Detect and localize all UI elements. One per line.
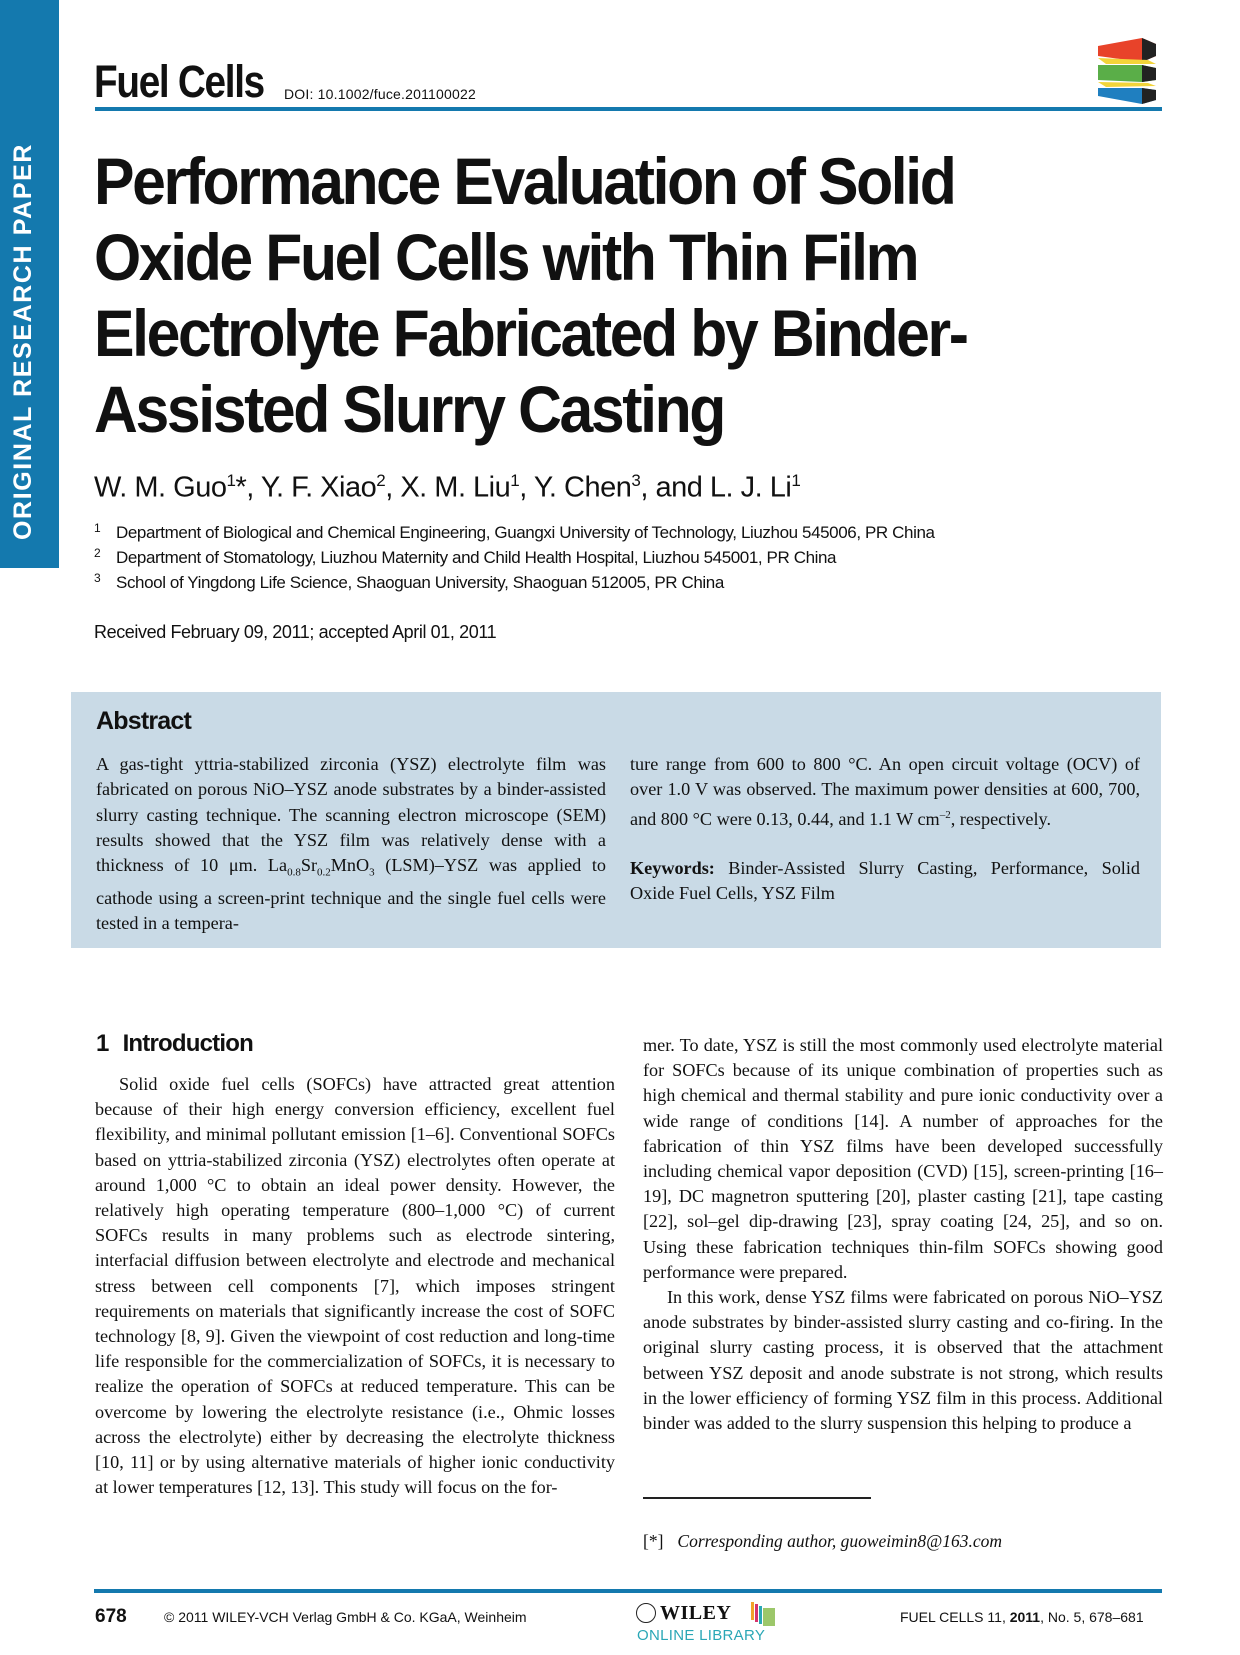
author-name: W. M. Guo bbox=[94, 471, 227, 504]
subscript: 0.2 bbox=[317, 866, 331, 879]
journal-name: Fuel Cells bbox=[94, 56, 264, 107]
doi[interactable]: DOI: 10.1002/fuce.201100022 bbox=[284, 86, 476, 102]
abstract-text: , respectively. bbox=[950, 808, 1052, 829]
affiliation-marker: 1 bbox=[226, 471, 236, 490]
superscript: –2 bbox=[939, 808, 951, 821]
affiliation-marker: 2 bbox=[376, 471, 386, 490]
subscript: 0.8 bbox=[287, 866, 301, 879]
affiliation-number: 1 bbox=[94, 521, 101, 535]
author-separator: , bbox=[385, 471, 401, 504]
abstract-text-right bbox=[630, 752, 1140, 907]
article-type-label: ORIGINAL RESEARCH PAPER bbox=[9, 142, 37, 540]
body-paragraph: mer. To date, YSZ is still the most commonly used electrolyte material for SOFCs because of its unique combination of properties such as high chemical and thermal stability and pure ionic conductivity over a wide range of conditions [14]. A number of approaches for the fabrication of thin YSZ films have been developed successfully including chemical vapor deposition (CVD) [15], screen-printing [16–19], DC magnetron sputtering [20], plaster casting [21], tape casting [22], sol–gel dip-drawing [23], spray coating [24, 25], and so on. Using these fabrication techniques thin-film SOFCs showing good performance were prepared. bbox=[643, 1035, 1163, 1282]
author-name: L. J. Li bbox=[709, 471, 792, 504]
body-paragraph: Solid oxide fuel cells (SOFCs) have attracted great attention because of their high energy conversion efficiency, excellent fuel flexibility, and minimal pollutant emission [1–6]. Conventional SOFCs based on yttria-stabilized zirconia (YSZ) electrolytes often operate at around 1,000 °C to obtain an ideal power density. However, the relatively high operating temperature (800–1,000 °C) of current SOFCs results in many problems such as electrode sintering, interfacial diffusion between electrolyte and electrode and mechanical stress between cell components [7], which imposes stringent requirements on materials that significantly increase the cost of SOFC technology [8, 9]. Given the viewpoint of cost reduction and long-time life responsible for the commercialization of SOFCs, it is necessary to realize the operation of SOFCs at reduced temperature. This can be overcome by lowering the electrolyte resistance (i.e., Ohmic losses across the electrolyte) either by decreasing the electrolyte thickness [10, 11] or by using alternative materials of higher ionic conductivity at lower temperatures [12, 13]. This study will focus on the for- bbox=[95, 1074, 615, 1498]
wiley-online-library-logo[interactable] bbox=[636, 1600, 796, 1646]
footer-rule bbox=[94, 1589, 1162, 1593]
abstract-heading: Abstract bbox=[96, 707, 192, 735]
citation-year: 2011 bbox=[1009, 1609, 1041, 1625]
keywords bbox=[630, 856, 1140, 907]
body-column-left bbox=[95, 1072, 615, 1500]
author-separator: , and bbox=[640, 471, 710, 504]
books-icon bbox=[751, 1600, 775, 1626]
footnote bbox=[643, 1531, 1002, 1552]
abstract-text: ture range from 600 to 800 °C. An open circuit voltage (OCV) of over 1.0 V was observed. The maximum power densities at 600, 700, and 800 °C were 0.13, 0.44, and 1.1 W cm bbox=[630, 754, 1140, 829]
citation-journal: FUEL CELLS 11, bbox=[900, 1609, 1010, 1625]
abstract-text: (LSM)–YSZ was applied to cathode using a screen-print technique and the single fuel cells were tested in a tempera- bbox=[96, 855, 606, 934]
affiliation-number: 3 bbox=[94, 571, 101, 585]
section-number: 1 bbox=[96, 1030, 109, 1057]
affiliation-marker: 1 bbox=[791, 471, 801, 490]
citation-issue: , No. 5, 678–681 bbox=[1040, 1609, 1144, 1625]
body-paragraph: In this work, dense YSZ films were fabricated on porous NiO–YSZ anode substrates by binder-assisted slurry casting and co-firing. In the original slurry casting process, it is observed that the attachment between YSZ deposit and anode substrate is not strong, which results in the lower efficiency of forming YSZ film in this process. Additional binder was added to the slurry suspension this helping to produce a bbox=[643, 1287, 1163, 1434]
corresponding-marker: * bbox=[235, 471, 247, 504]
received-dates: Received February 09, 2011; accepted April 01, 2011 bbox=[94, 622, 497, 642]
affiliation-item bbox=[94, 520, 935, 545]
copyright: © 2011 WILEY-VCH Verlag GmbH & Co. KGaA, Weinheim bbox=[164, 1609, 527, 1625]
affiliation-item bbox=[94, 570, 935, 595]
abstract-text-left bbox=[96, 752, 606, 937]
author-name: Y. Chen bbox=[533, 471, 632, 504]
affiliation-marker: 3 bbox=[631, 471, 641, 490]
author-separator: , bbox=[519, 471, 534, 504]
section-heading bbox=[96, 1030, 253, 1058]
citation bbox=[900, 1609, 1144, 1625]
affiliation-item bbox=[94, 545, 935, 570]
abstract-box bbox=[71, 692, 1161, 948]
footnote-text[interactable]: Corresponding author, guoweimin8@163.com bbox=[677, 1531, 1003, 1551]
abstract-text: Sr bbox=[300, 855, 317, 876]
author-list bbox=[94, 471, 800, 505]
abstract-paragraph bbox=[630, 752, 1140, 832]
section-title: Introduction bbox=[122, 1030, 253, 1057]
page-number: 678 bbox=[95, 1606, 127, 1627]
stacked-layers-logo-icon bbox=[1098, 38, 1160, 104]
author-name: X. M. Liu bbox=[400, 471, 511, 504]
wiley-emblem-icon bbox=[636, 1603, 656, 1623]
abstract-text: MnO bbox=[330, 855, 370, 876]
affiliation-list bbox=[94, 520, 935, 595]
affiliation-text: School of Yingdong Life Science, Shaoguan University, Shaoguan 512005, PR China bbox=[116, 573, 724, 592]
keywords-text: Binder-Assisted Slurry Casting, Performance, Solid Oxide Fuel Cells, YSZ Film bbox=[630, 857, 1140, 904]
abstract-text: A gas-tight yttria-stabilized zirconia (YSZ) electrolyte film was fabricated on porous NiO–YSZ anode substrates by a binder-assisted slurry casting technique. The scanning electron microscope (SEM) results showed that the YSZ film was relatively dense with a thickness of 10 μm. La bbox=[96, 754, 606, 876]
body-column-right bbox=[643, 1033, 1163, 1436]
article-title: Performance Evaluation of Solid Oxide Fuel Cells with Thin Film Electrolyte Fabricated by Binder-Assisted Slurry Casting bbox=[94, 144, 967, 446]
footnote-rule bbox=[643, 1497, 871, 1499]
footnote-mark: [*] bbox=[643, 1531, 664, 1551]
keywords-label: Keywords: bbox=[630, 857, 715, 878]
author-separator: , bbox=[246, 471, 261, 504]
author-name: Y. F. Xiao bbox=[260, 471, 377, 504]
affiliation-text: Department of Biological and Chemical Engineering, Guangxi University of Technology, Liuzhou 545006, PR China bbox=[116, 523, 935, 542]
subscript: 3 bbox=[369, 866, 375, 879]
sidebar-tab bbox=[0, 0, 59, 568]
affiliation-number: 2 bbox=[94, 546, 101, 560]
affiliation-marker: 1 bbox=[510, 471, 520, 490]
affiliation-text: Department of Stomatology, Liuzhou Maternity and Child Health Hospital, Liuzhou 545001, PR China bbox=[116, 548, 837, 567]
wiley-subtitle: ONLINE LIBRARY bbox=[637, 1627, 766, 1644]
header-rule bbox=[95, 107, 1162, 111]
wiley-wordmark: WILEY bbox=[660, 1602, 732, 1624]
